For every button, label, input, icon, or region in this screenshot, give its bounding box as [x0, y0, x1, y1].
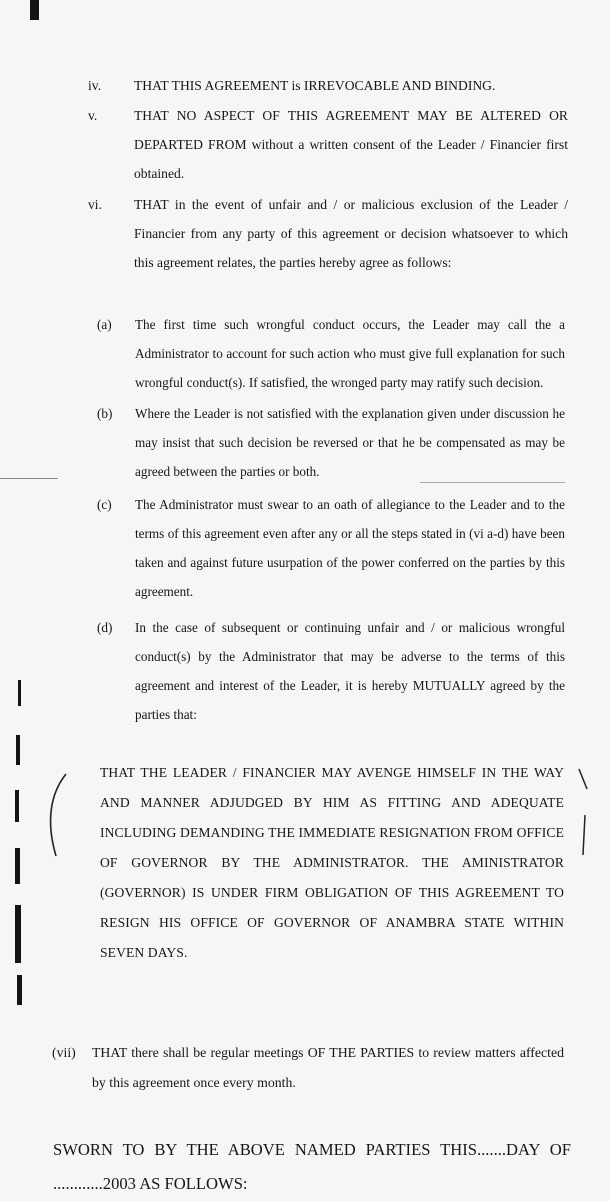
- handwritten-bracket-right: [575, 765, 595, 860]
- scan-mark-top: [30, 0, 39, 20]
- scan-mark-left-2: [16, 735, 20, 765]
- scan-mark-left-4: [15, 848, 20, 884]
- clause-v: [88, 101, 568, 188]
- sub-clause-b-number: (b): [97, 406, 113, 421]
- sub-clause-d-text: In the case of subsequent or continuing unfair and / or malicious wrongful conduct(s) by the Administrator that may be adverse to the terms of this agreement and interest of the Leader, it is hereby MUTUALLY agreed by the parties that:: [135, 620, 565, 722]
- sub-clause-a: [97, 310, 565, 397]
- clause-v-number: v.: [88, 108, 98, 123]
- scan-mark-left-1: [18, 680, 21, 706]
- sub-clause-a-number: (a): [97, 317, 112, 332]
- scan-dash-left: [0, 478, 58, 479]
- sub-clause-c-text: The Administrator must swear to an oath of allegiance to the Leader and to the terms of this agreement even after any or all the steps stated in (vi a-d) have been taken and against future usurpation of the power conferred on the parties by this agreement.: [135, 497, 565, 599]
- clause-vi-text: THAT in the event of unfair and / or malicious exclusion of the Leader / Financier from any party of this agreement or decision whatsoever to which this agreement relates, the parties hereby agree as follows:: [134, 197, 568, 270]
- clause-vi: [88, 190, 568, 277]
- scan-mark-left-3: [15, 790, 19, 822]
- sub-clause-d: [97, 613, 565, 729]
- handwritten-bracket-left: [42, 770, 72, 860]
- sub-clause-d-number: (d): [97, 620, 113, 635]
- clause-vii-number: (vii): [52, 1045, 76, 1060]
- leader-avenge-paragraph: THAT THE LEADER / FINANCIER MAY AVENGE HIMSELF IN THE WAY AND MANNER ADJUDGED BY HIM AS FITTING AND ADEQUATE INCLUDING DEMANDING THE IMMEDIATE RESIGNATION FROM OFFICE OF GOVERNOR BY THE ADMINISTRATOR. THE AMINISTRATOR (GOVERNOR) IS UNDER FIRM OBLIGATION OF THIS AGREEMENT TO RESIGN HIS OFFICE OF GOVERNOR OF ANAMBRA STATE WITHIN SEVEN DAYS.: [100, 765, 564, 960]
- clause-v-text: THAT NO ASPECT OF THIS AGREEMENT MAY BE ALTERED OR DEPARTED FROM without a written consent of the Leader / Financier first obtained.: [134, 108, 568, 181]
- clause-iv-text: THAT THIS AGREEMENT is IRREVOCABLE AND BINDING.: [134, 78, 496, 93]
- clause-vii-text: THAT there shall be regular meetings OF THE PARTIES to review matters affected by this agreement once every month.: [92, 1045, 564, 1090]
- scan-mark-left-6: [17, 975, 22, 1005]
- sub-clause-c: [97, 490, 565, 606]
- sub-clause-b-text: Where the Leader is not satisfied with the explanation given under discussion he may insist that such decision be reversed or that he be compensated as may be agreed between the parties or both.: [135, 406, 565, 479]
- sworn-statement: SWORN TO BY THE ABOVE NAMED PARTIES THIS.......DAY OF ............2003 AS FOLLOWS:: [53, 1140, 571, 1193]
- clause-vii: [52, 1038, 564, 1098]
- sub-clause-c-number: (c): [97, 497, 112, 512]
- clause-vi-number: vi.: [88, 197, 102, 212]
- clause-iv: [88, 71, 568, 100]
- clause-iv-number: iv.: [88, 78, 102, 93]
- sub-clause-b: [97, 399, 565, 486]
- scan-mark-left-5: [15, 905, 21, 963]
- sub-clause-a-text: The first time such wrongful conduct occurs, the Leader may call the a Administrator to account for such action who must give full explanation for such wrongful conduct(s). If satisfied, the wronged party may ratify such decision.: [135, 317, 565, 390]
